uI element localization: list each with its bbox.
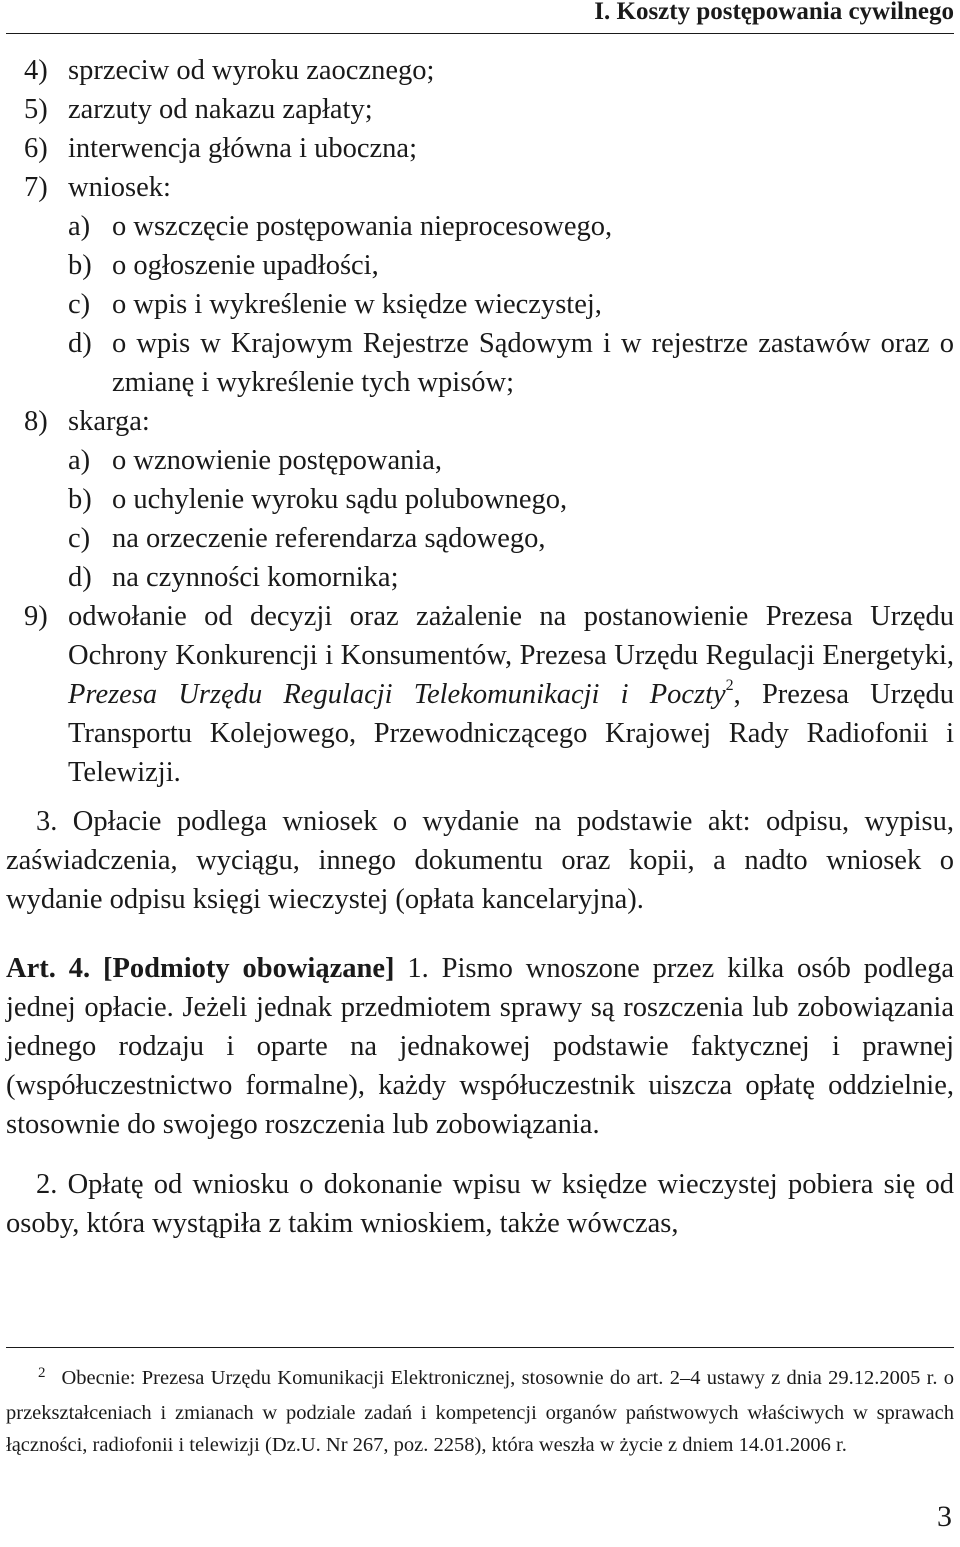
list-text-part: , Prezesa Urzędu Transportu Kolejowego, Przewodniczącego Krajowej Rady Radiofonii i Telewizji. bbox=[68, 679, 954, 788]
sub-item-7a bbox=[68, 207, 954, 246]
chapter-title: I. Koszty postępowania cywilnego bbox=[594, 0, 954, 25]
list-number: 6) bbox=[24, 133, 48, 164]
list-number: 9) bbox=[24, 601, 48, 632]
footnote-rule bbox=[6, 1347, 954, 1348]
list-item-8 bbox=[24, 402, 954, 441]
list-item-4 bbox=[24, 51, 954, 90]
sub-letter: d) bbox=[68, 328, 92, 359]
list-text: skarga: bbox=[68, 406, 150, 437]
list-text: wniosek: bbox=[68, 172, 171, 203]
sub-text: na orzeczenie referendarza sądowego, bbox=[112, 523, 546, 554]
sub-letter: a) bbox=[68, 445, 91, 476]
body-text bbox=[6, 51, 954, 1243]
sub-letter: c) bbox=[68, 289, 91, 320]
list-text: zarzuty od nakazu zapłaty; bbox=[68, 94, 373, 125]
article-heading: Art. 4. [Podmioty obowiązane] bbox=[6, 953, 395, 984]
article-4-paragraph-2: 2. Opłatę od wniosku o dokonanie wpisu w księdze wieczystej pobiera się od osoby, która wystąpiła z takim wnioskiem, także wówczas, bbox=[6, 1169, 954, 1239]
sub-item-8d bbox=[68, 558, 954, 597]
sub-letter: a) bbox=[68, 211, 91, 242]
list-number: 4) bbox=[24, 55, 48, 86]
running-header bbox=[0, 0, 960, 34]
sub-letter: b) bbox=[68, 250, 92, 281]
sub-item-7b bbox=[68, 246, 954, 285]
list-number: 7) bbox=[24, 172, 48, 203]
sub-text: o ogłoszenie upadłości, bbox=[112, 250, 379, 281]
sub-item-8a bbox=[68, 441, 954, 480]
list-item-9 bbox=[24, 597, 954, 792]
list-number: 5) bbox=[24, 94, 48, 125]
sub-letter: b) bbox=[68, 484, 92, 515]
list-item-5 bbox=[24, 90, 954, 129]
sub-letter: c) bbox=[68, 523, 91, 554]
list-item-7 bbox=[24, 168, 954, 207]
footnote-reference: 2 bbox=[725, 676, 734, 694]
list-text: sprzeciw od wyroku zaocznego; bbox=[68, 55, 435, 86]
list-item-6 bbox=[24, 129, 954, 168]
italic-authority-name: Prezesa Urzędu Regulacji Telekomunikacji i Poczty bbox=[68, 679, 726, 710]
sub-text: o wszczęcie postępowania nieprocesowego, bbox=[112, 211, 613, 242]
sub-item-7c bbox=[68, 285, 954, 324]
list-text bbox=[68, 597, 954, 792]
sub-letter: d) bbox=[68, 562, 92, 593]
header-rule bbox=[6, 33, 954, 34]
footnote-text: Obecnie: Prezesa Urzędu Komunikacji Elektronicznej, stosownie do art. 2–4 ustawy z dnia 29.12.2005 r. o przekształceniach i zmianach w podziale zadań i kompetencji organów państwowych właściwych w sprawach łączności, radiofonii i telewizji (Dz.U. Nr 267, poz. 2258), która weszła w życie z dniem 14.01.2006 r. bbox=[6, 1367, 954, 1456]
sub-item-8c bbox=[68, 519, 954, 558]
sub-text: na czynności komornika; bbox=[112, 562, 399, 593]
footnote bbox=[6, 1362, 954, 1462]
paragraph-3: 3. Opłacie podlega wniosek o wydanie na podstawie akt: odpisu, wypisu, zaświadczenia, wyciągu, innego dokumentu oraz kopii, a nadto wniosek o wydanie odpisu księgi wieczystej (opłata kancelaryjna). bbox=[6, 806, 954, 915]
footnote-mark: 2 bbox=[38, 1365, 46, 1381]
list-text-part: odwołanie od decyzji oraz zażalenie na postanowienie Prezesa Urzędu Ochrony Konkurencji i Konsumentów, Prezesa Urzędu Regulacji Energetyki, bbox=[68, 601, 954, 671]
sub-item-7d bbox=[68, 324, 954, 402]
list-number: 8) bbox=[24, 406, 48, 437]
sub-item-8b bbox=[68, 480, 954, 519]
list-text: interwencja główna i uboczna; bbox=[68, 133, 417, 164]
article-4-paragraph-1 bbox=[6, 949, 954, 1144]
sub-text: o wznowienie postępowania, bbox=[112, 445, 443, 476]
page-number: 3 bbox=[937, 1500, 952, 1533]
article-text: 1. Pismo wnoszone przez kilka osób podlega jednej opłacie. Jeżeli jednak przedmiotem sprawy są roszczenia lub zobowiązania jednego rodzaju i oparte na jednakowej podstawie faktycznej i prawnej (współuczestnictwo formalne), każdy współuczestnik uiszcza opłatę oddzielnie, stosownie do swojego roszczenia lub zobowiązania. bbox=[6, 953, 954, 1140]
sub-text: o uchylenie wyroku sądu polubownego, bbox=[112, 484, 568, 515]
sub-text: o wpis w Krajowym Rejestrze Sądowym i w rejestrze zastawów oraz o zmianę i wykreślenie tych wpisów; bbox=[112, 328, 954, 398]
sub-text: o wpis i wykreślenie w księdze wieczystej, bbox=[112, 289, 602, 320]
